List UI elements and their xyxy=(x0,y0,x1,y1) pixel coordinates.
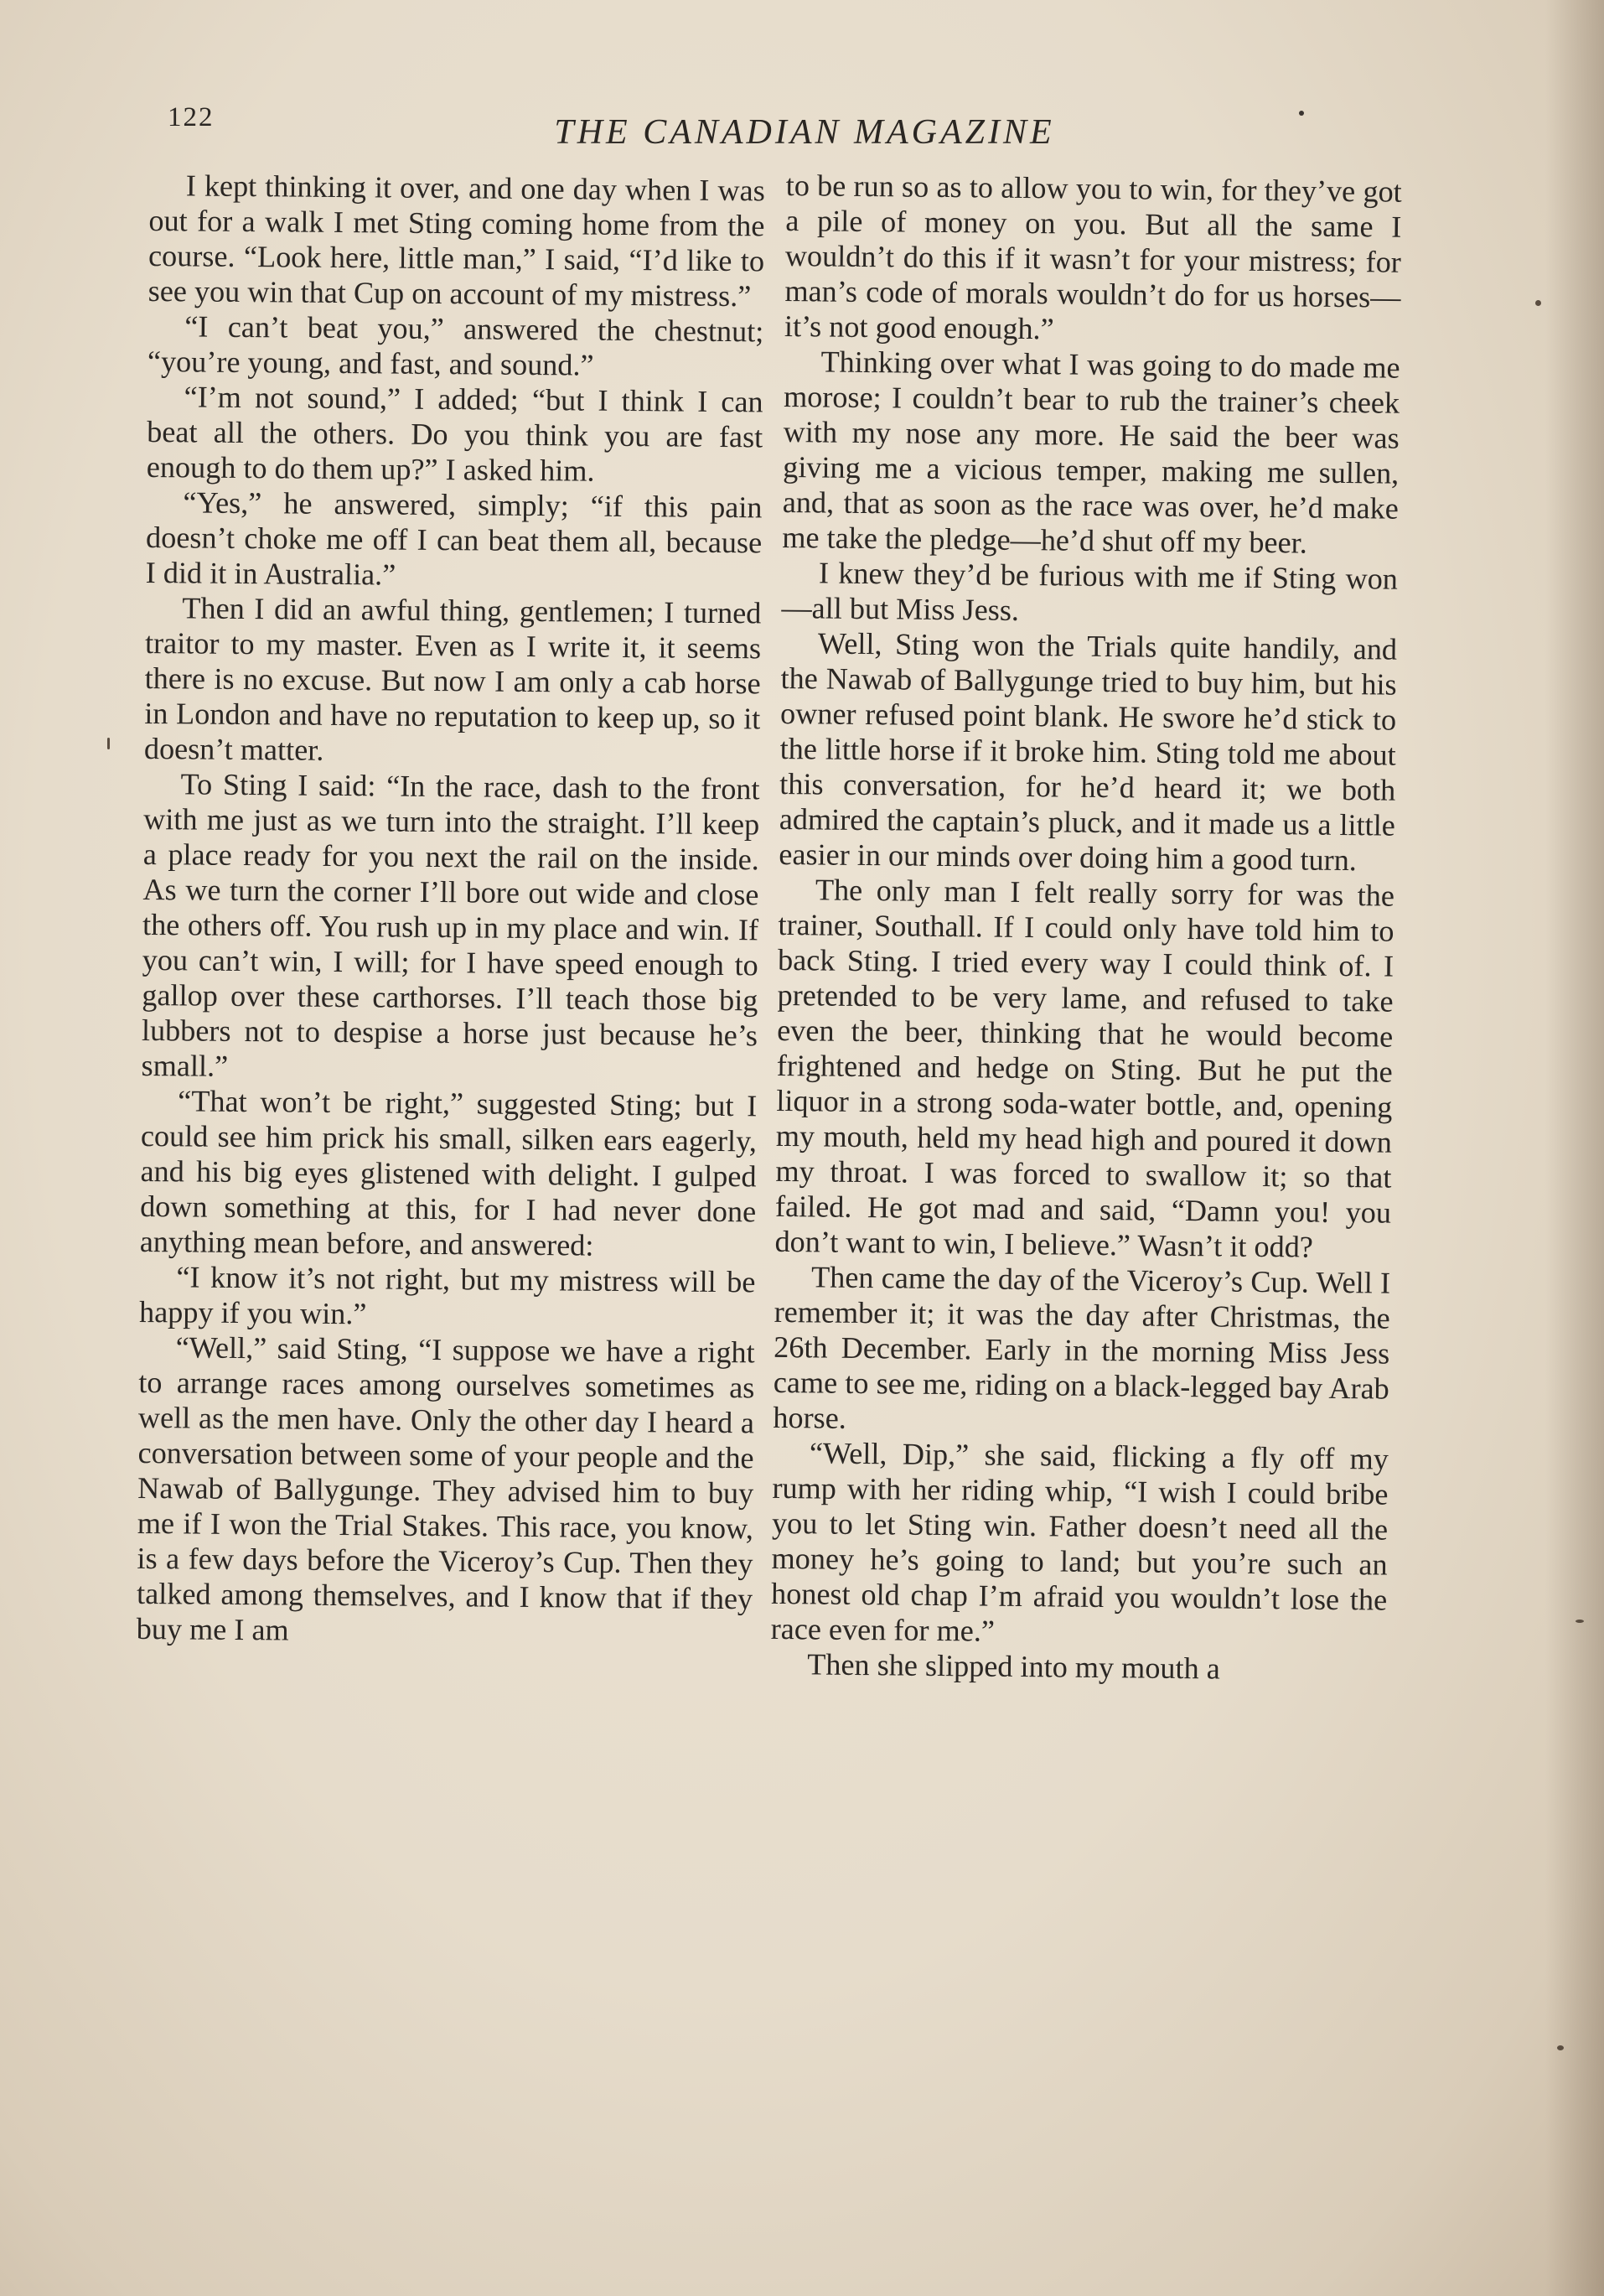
page-edge-shadow xyxy=(1545,0,1604,2296)
paragraph: The only man I felt really sorry for was the trainer, Southall. If I could only have told him to back Sting. I tried every way I could think of. I pretended to be very lame, and refused to take even the beer, thinking that he would become frightened and hedge on Sting. But he put the liquor in a strong soda-water bottle, and, opening my mouth, held my head high and poured it down my throat. I was forced to swallow it; so that failed. He got mad and said, “Damn you! you don’t want to win, I believe.” Wasn’t it odd? xyxy=(774,873,1395,1264)
paragraph: “I know it’s not right, but my mistress will be happy if you win.” xyxy=(138,1260,756,1331)
paragraph: To Sting I said: “In the race, dash to the front with me just as we turn into the straight. I’ll keep a place ready for you next the rail on the inside. As we turn the corner I’ll bore out wide and close the others off. You rush up in my place and win. If you can’t win, I will; for I have speed enough to gallop over these carthorses. I’ll teach those big lubbers not to despise a horse just because he’s small.” xyxy=(141,767,760,1083)
paragraph: Well, Sting won the Trials quite handily, and the Nawab of Ballygunge tried to buy him, but his owner refused point blank. He swore he’d stick to the little horse if it broke him. Sting told me about this conversation, for he’d heard it; we both admired the captain’s pluck, and it made us a little easier in our minds over doing him a good turn. xyxy=(779,626,1398,878)
left-column xyxy=(137,168,765,1651)
paper-speck xyxy=(1535,300,1541,306)
paragraph: Then I did an awful thing, gentlemen; I turned traitor to my master. Even as I write it, it seems there is no excuse. But now I am only a cab horse in London and have no reputation to keep up, so it doesn’t matter. xyxy=(143,591,762,767)
paper-speck xyxy=(1576,1620,1584,1623)
running-title: THE CANADIAN MAGAZINE xyxy=(554,113,1055,152)
paragraph: to be run so as to allow you to win, for they’ve got a pile of money on you. But all the same I wouldn’t do this if it wasn’t for your mistress; for man’s code of morals wouldn’t do for us horses—it’s not good enough.” xyxy=(784,168,1402,346)
paragraph: “Well, Dip,” she said, flicking a fly off my rump with her riding whip, “I wish I could bribe you to let Sting win. Father doesn’t need all the money he’s going to land; but you’re such an honest old chap I’m afraid you wouldn’t lose the race even for me.” xyxy=(770,1436,1389,1648)
right-column xyxy=(770,168,1402,1688)
paragraph: “That won’t be right,” suggested Sting; but I could see him prick his small, silken ears eagerly, and his big eyes glistened with delight. I gulped down something at this, for I had never done anything mean before, and answered: xyxy=(139,1084,758,1262)
paper-speck xyxy=(107,738,110,749)
page-number: 122 xyxy=(168,102,215,132)
paragraph: Then came the day of the Viceroy’s Cup. Well I remember it; it was the day after Christmas, the 26th December. Early in the morning Miss Jess came to see me, riding on a black-legged bay Arab horse. xyxy=(773,1260,1391,1435)
paragraph: Then she slipped into my mouth a xyxy=(807,1647,1220,1686)
paragraph: “I’m not sound,” I added; “but I think I can beat all the others. Do you think you are fast enough to do them up?” I asked him. xyxy=(146,380,763,488)
paragraph: I knew they’d be furious with me if Sting won—all but Miss Jess. xyxy=(781,556,1399,627)
paragraph: “Well,” said Sting, “I suppose we have a right to arrange races among ourselves sometimes as well as the men have. Only the other day I heard a conversation between some of your people and the Nawab of Ballygunge. They advised him to buy me if I won the Trial Stakes. This race, you know, is a few days before the Viceroy’s Cup. Then they talked among themselves, and I know that if they buy me I am xyxy=(136,1330,755,1647)
paragraph: “I can’t beat you,” answered the chestnut; “you’re young, and fast, and sound.” xyxy=(147,309,764,382)
paragraph: “Yes,” he answered, simply; “if this pain doesn’t choke me off I can beat them all, because I did it in Australia.” xyxy=(145,485,763,592)
page-header xyxy=(159,94,1450,161)
print-dot xyxy=(1299,111,1304,116)
paragraph: Thinking over what I was going to do made me morose; I couldn’t bear to rub the trainer’s cheek with my nose any more. He said the beer was giving me a vicious temper, making me sullen, and, that as soon as the race was over, he’d make me take the pledge—he’d shut off my beer. xyxy=(782,345,1400,560)
paper-speck xyxy=(1557,2045,1564,2050)
paragraph: I kept thinking it over, and one day when I was out for a walk I met Sting coming home from the course. “Look here, little man,” I said, “I’d like to see you win that Cup on account of my mistress.” xyxy=(147,168,765,314)
